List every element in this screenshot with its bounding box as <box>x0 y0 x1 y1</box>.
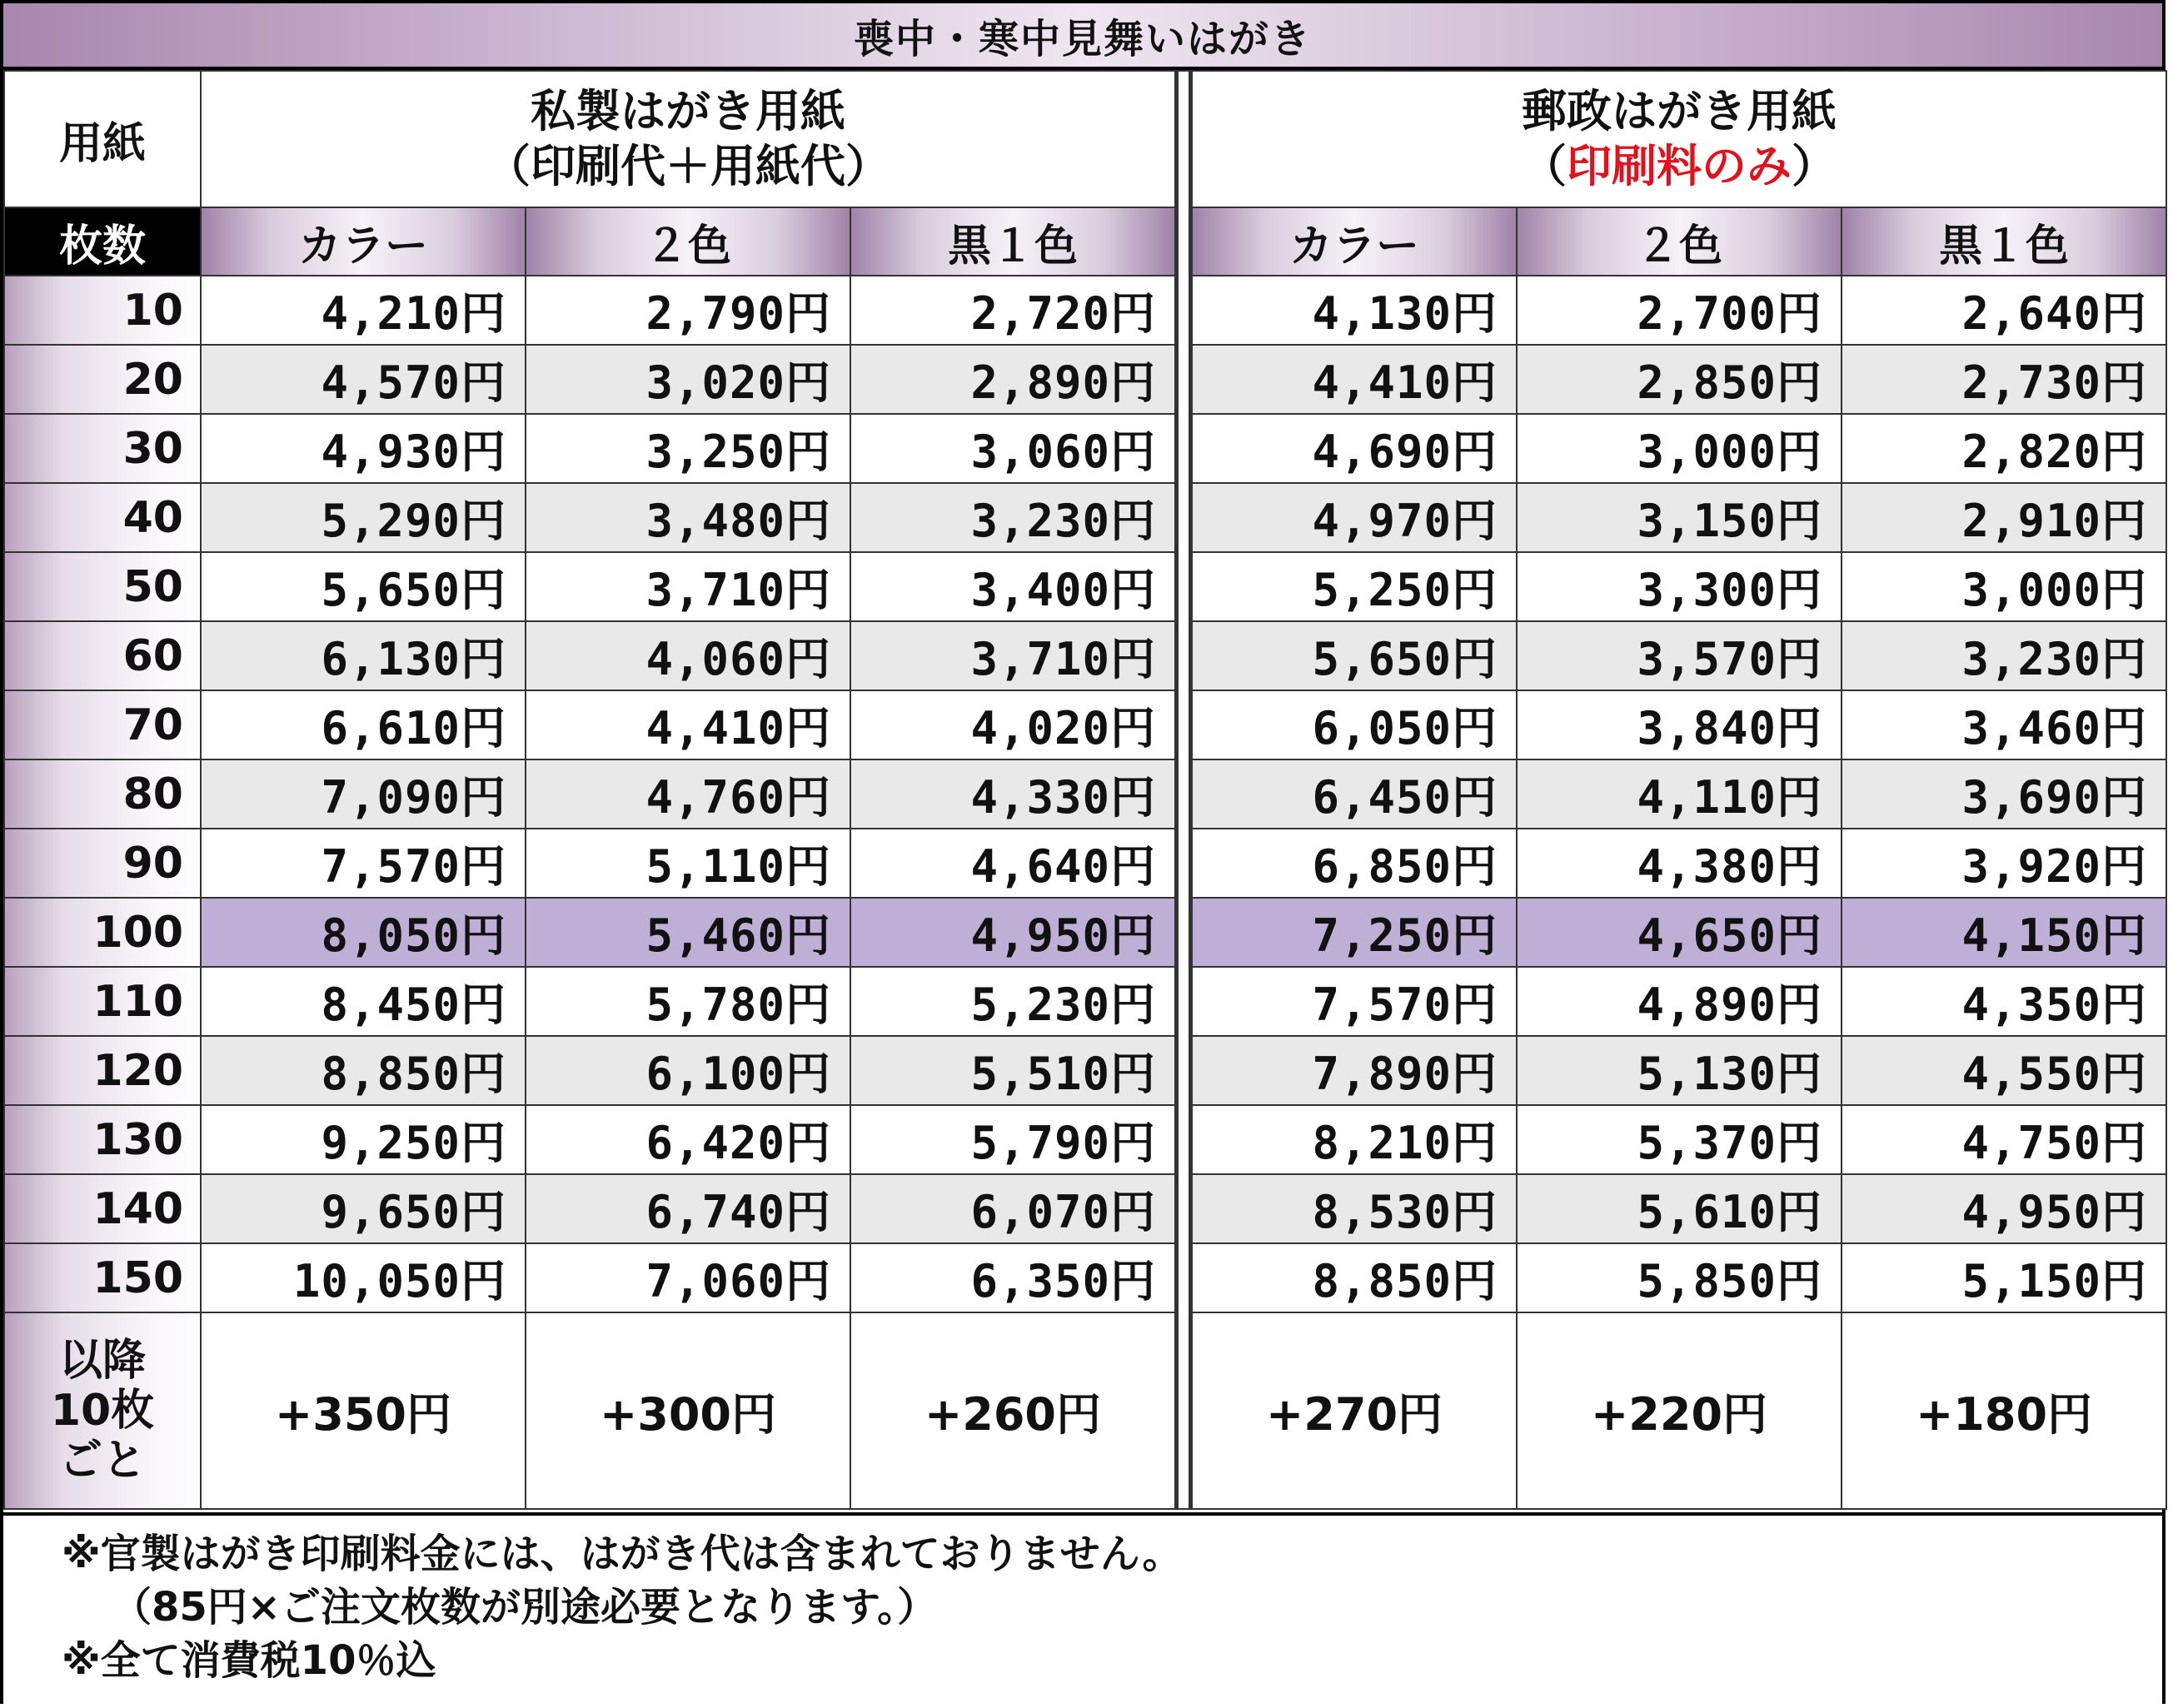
price-cell: 5,780円 <box>526 967 850 1036</box>
count-cell: 70 <box>4 690 201 759</box>
postal-postcard-name: 郵政はがき用紙 <box>1522 85 1837 137</box>
price-cell: 4,110円 <box>1517 759 1842 829</box>
price-cell: 3,150円 <box>1517 483 1842 552</box>
price-cell: 6,420円 <box>526 1105 850 1174</box>
additional-label-line: 10枚 <box>50 1386 155 1436</box>
additional-label <box>4 1312 201 1509</box>
note-open-paren: （ <box>1522 140 1567 192</box>
notes <box>3 1512 2162 1704</box>
price-cell: 2,910円 <box>1842 483 2166 552</box>
table-row <box>4 552 2166 621</box>
col-private-two-color: ２色 <box>526 207 850 276</box>
price-cell: 6,740円 <box>526 1174 850 1243</box>
col-postal-color: カラー <box>1192 207 1517 276</box>
price-cell: 6,130円 <box>201 621 526 690</box>
price-cell: 3,020円 <box>526 345 850 414</box>
count-cell: 80 <box>4 759 201 829</box>
price-cell: 4,950円 <box>1842 1174 2166 1243</box>
additional-price-cell: +220円 <box>1517 1312 1842 1509</box>
price-cell: 2,640円 <box>1842 276 2166 345</box>
col-private-color: カラー <box>201 207 526 276</box>
price-cell: 5,230円 <box>850 967 1175 1036</box>
price-cell: 5,110円 <box>526 829 850 898</box>
price-cell: 4,210円 <box>201 276 526 345</box>
price-cell: 2,820円 <box>1842 414 2166 483</box>
price-cell: 4,130円 <box>1192 276 1517 345</box>
column-divider <box>1175 71 1192 1509</box>
price-cell: 4,380円 <box>1517 829 1842 898</box>
count-cell: 120 <box>4 1036 201 1105</box>
additional-price-cell: +300円 <box>526 1312 850 1509</box>
price-cell: 3,690円 <box>1842 759 2166 829</box>
private-postcard-header <box>201 71 1175 207</box>
price-cell: 8,850円 <box>1192 1243 1517 1312</box>
price-cell: 7,890円 <box>1192 1036 1517 1105</box>
additional-row <box>4 1312 2166 1509</box>
price-cell: 3,250円 <box>526 414 850 483</box>
price-cell: 5,850円 <box>1517 1243 1842 1312</box>
price-cell: 2,730円 <box>1842 345 2166 414</box>
price-cell: 4,570円 <box>201 345 526 414</box>
count-cell: 150 <box>4 1243 201 1312</box>
price-cell: 6,100円 <box>526 1036 850 1105</box>
count-cell: 20 <box>4 345 201 414</box>
price-cell: 6,450円 <box>1192 759 1517 829</box>
price-cell: 3,400円 <box>850 552 1175 621</box>
price-cell: 4,410円 <box>1192 345 1517 414</box>
price-cell: 9,650円 <box>201 1174 526 1243</box>
price-cell: 8,450円 <box>201 967 526 1036</box>
private-postcard-name: 私製はがき用紙 <box>531 85 846 137</box>
note-close-paren: ） <box>1792 140 1837 192</box>
price-cell: 2,720円 <box>850 276 1175 345</box>
price-cell: 9,250円 <box>201 1105 526 1174</box>
price-cell: 3,710円 <box>526 552 850 621</box>
count-cell: 10 <box>4 276 201 345</box>
additional-price-cell: +270円 <box>1192 1312 1517 1509</box>
price-cell: 4,930円 <box>201 414 526 483</box>
additional-label-line: ごと <box>58 1436 146 1486</box>
price-cell: 6,350円 <box>850 1243 1175 1312</box>
table-row <box>4 1243 2166 1312</box>
price-cell: 3,710円 <box>850 621 1175 690</box>
note-line: （85円×ご注文枚数が別途必要となります。） <box>112 1584 938 1631</box>
price-cell: 2,700円 <box>1517 276 1842 345</box>
note-line: ※全て消費税10％込 <box>62 1637 436 1684</box>
price-cell: 4,640円 <box>850 829 1175 898</box>
additional-price-cell: +180円 <box>1842 1312 2166 1509</box>
price-cell: 5,290円 <box>201 483 526 552</box>
price-cell: 3,060円 <box>850 414 1175 483</box>
price-cell: 3,920円 <box>1842 829 2166 898</box>
price-cell: 3,840円 <box>1517 690 1842 759</box>
table-row <box>4 483 2166 552</box>
count-cell: 140 <box>4 1174 201 1243</box>
price-cell: 6,610円 <box>201 690 526 759</box>
price-cell: 4,060円 <box>526 621 850 690</box>
table-row <box>4 276 2166 345</box>
col-postal-black: 黒１色 <box>1842 207 2166 276</box>
price-cell: 7,090円 <box>201 759 526 829</box>
print-fee-only-note: 印刷料のみ <box>1567 140 1792 192</box>
count-cell: 60 <box>4 621 201 690</box>
price-cell: 3,000円 <box>1842 552 2166 621</box>
price-cell: 4,690円 <box>1192 414 1517 483</box>
price-cell: 6,050円 <box>1192 690 1517 759</box>
price-cell: 8,210円 <box>1192 1105 1517 1174</box>
count-cell: 50 <box>4 552 201 621</box>
col-postal-two-color: ２色 <box>1517 207 1842 276</box>
price-cell: 7,250円 <box>1192 898 1517 967</box>
table-row <box>4 690 2166 759</box>
table-row <box>4 898 2166 967</box>
price-table <box>3 70 2167 1510</box>
price-cell: 2,890円 <box>850 345 1175 414</box>
price-cell: 10,050円 <box>201 1243 526 1312</box>
price-cell: 3,460円 <box>1842 690 2166 759</box>
table-row <box>4 1036 2166 1105</box>
price-cell: 4,760円 <box>526 759 850 829</box>
table-row <box>4 621 2166 690</box>
table-row <box>4 1174 2166 1243</box>
table-row <box>4 414 2166 483</box>
price-cell: 4,950円 <box>850 898 1175 967</box>
table-row <box>4 345 2166 414</box>
col-private-black: 黒１色 <box>850 207 1175 276</box>
price-cell: 5,610円 <box>1517 1174 1842 1243</box>
price-cell: 5,370円 <box>1517 1105 1842 1174</box>
price-cell: 3,570円 <box>1517 621 1842 690</box>
price-cell: 4,890円 <box>1517 967 1842 1036</box>
group-header-row <box>4 71 2166 207</box>
price-cell: 4,750円 <box>1842 1105 2166 1174</box>
price-cell: 6,850円 <box>1192 829 1517 898</box>
price-cell: 3,480円 <box>526 483 850 552</box>
table-row <box>4 829 2166 898</box>
price-cell: 2,850円 <box>1517 345 1842 414</box>
table-row <box>4 1105 2166 1174</box>
price-cell: 2,790円 <box>526 276 850 345</box>
price-cell: 6,070円 <box>850 1174 1175 1243</box>
private-postcard-note: （印刷代＋用紙代） <box>486 140 891 192</box>
table-row <box>4 759 2166 829</box>
additional-price-cell: +260円 <box>850 1312 1175 1509</box>
page-title: 喪中・寒中見舞いはがき <box>3 3 2162 70</box>
price-cell: 5,460円 <box>526 898 850 967</box>
price-cell: 4,150円 <box>1842 898 2166 967</box>
price-cell: 4,650円 <box>1517 898 1842 967</box>
count-label: 枚数 <box>4 207 201 276</box>
price-cell: 8,050円 <box>201 898 526 967</box>
price-cell: 5,150円 <box>1842 1243 2166 1312</box>
price-cell: 3,230円 <box>1842 621 2166 690</box>
price-cell: 4,020円 <box>850 690 1175 759</box>
note-line: ※官製はがき印刷料金には、はがき代は含まれておりません。 <box>62 1531 1183 1577</box>
count-cell: 90 <box>4 829 201 898</box>
price-cell: 4,550円 <box>1842 1036 2166 1105</box>
price-cell: 7,570円 <box>201 829 526 898</box>
postal-postcard-header <box>1192 71 2166 207</box>
count-cell: 130 <box>4 1105 201 1174</box>
additional-price-cell: +350円 <box>201 1312 526 1509</box>
price-cell: 5,650円 <box>201 552 526 621</box>
price-cell: 5,510円 <box>850 1036 1175 1105</box>
price-cell: 5,650円 <box>1192 621 1517 690</box>
count-cell: 100 <box>4 898 201 967</box>
price-cell: 5,250円 <box>1192 552 1517 621</box>
count-cell: 40 <box>4 483 201 552</box>
count-cell: 30 <box>4 414 201 483</box>
price-cell: 8,530円 <box>1192 1174 1517 1243</box>
price-cell: 4,970円 <box>1192 483 1517 552</box>
price-cell: 3,230円 <box>850 483 1175 552</box>
paper-label: 用紙 <box>4 71 201 207</box>
count-cell: 110 <box>4 967 201 1036</box>
price-cell: 4,330円 <box>850 759 1175 829</box>
price-cell: 7,060円 <box>526 1243 850 1312</box>
price-cell: 3,000円 <box>1517 414 1842 483</box>
price-cell: 4,350円 <box>1842 967 2166 1036</box>
additional-label-line: 以降 <box>58 1336 146 1386</box>
price-cell: 4,410円 <box>526 690 850 759</box>
price-cell: 5,790円 <box>850 1105 1175 1174</box>
price-cell: 5,130円 <box>1517 1036 1842 1105</box>
column-header-row <box>4 207 2166 276</box>
price-cell: 3,300円 <box>1517 552 1842 621</box>
postal-postcard-note <box>1193 139 2166 194</box>
price-cell: 7,570円 <box>1192 967 1517 1036</box>
table-row <box>4 967 2166 1036</box>
price-cell: 8,850円 <box>201 1036 526 1105</box>
